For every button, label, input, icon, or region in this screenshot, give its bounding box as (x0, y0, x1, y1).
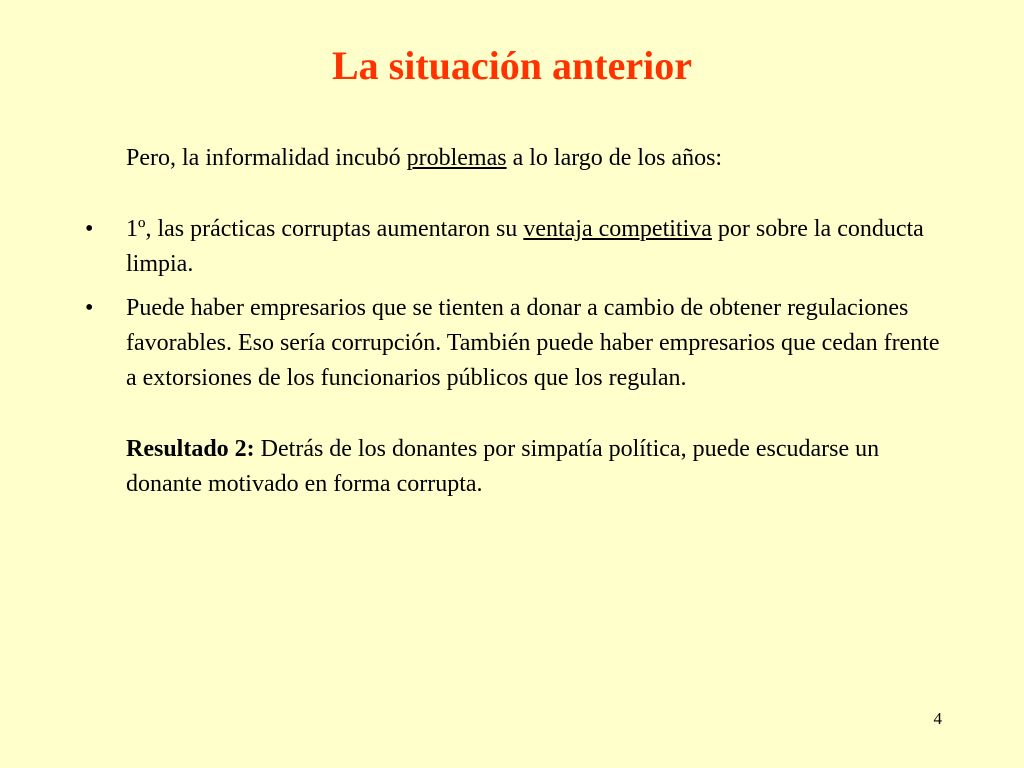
page-number: 4 (933, 709, 942, 728)
bullet-icon: • (85, 216, 94, 242)
slide-title: La situación anterior (332, 43, 692, 88)
intro-text-after: a lo largo de los años: (506, 145, 723, 171)
result-paragraph (82, 432, 942, 502)
bullet-icon: • (85, 295, 94, 321)
intro-text-before: Pero, la informalidad incubó (126, 145, 407, 171)
bullet-list (82, 212, 942, 396)
bullet-item-2 (82, 291, 942, 396)
slide-body (82, 141, 942, 502)
bullet-item-1 (82, 212, 942, 282)
bullet-1-text-before: 1º, las prácticas corruptas aumentaron su (126, 216, 524, 242)
result-text: Detrás de los donantes por simpatía política, puede escudarse un donante motivado en forma corrupta. (126, 436, 880, 497)
bullet-2-text: Puede haber empresarios que se tienten a donar a cambio de obtener regulaciones favorables. Eso sería corrupción. También puede haber empresarios que cedan frente a extorsiones de los funcionarios públicos que los regulan. (126, 295, 940, 391)
intro-underlined-text: problemas (406, 145, 507, 171)
intro-paragraph (82, 141, 942, 176)
result-label: Resultado 2: (126, 436, 255, 462)
bullet-1-underlined-text: ventaja competitiva (523, 216, 712, 242)
bullet-1-text-after: por sobre la conducta limpia. (126, 216, 924, 277)
